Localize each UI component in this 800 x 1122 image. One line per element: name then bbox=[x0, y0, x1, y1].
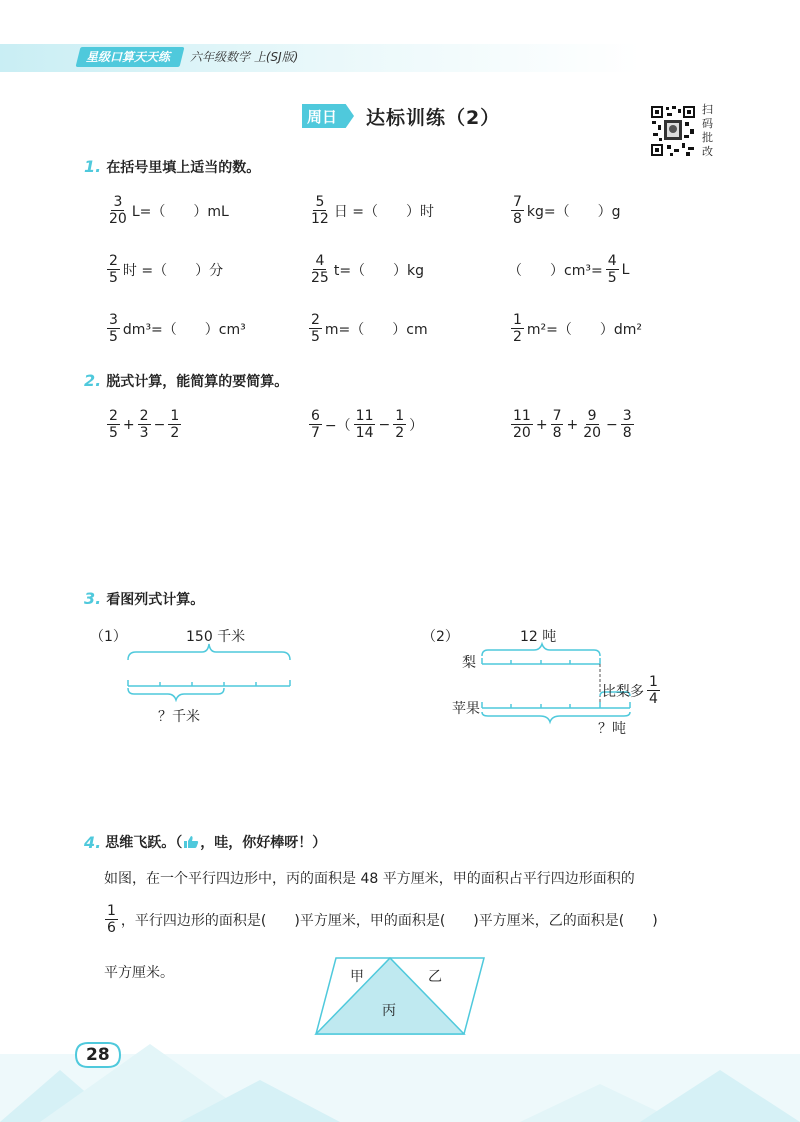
q1-r3-a: $\frac{3}{5}$ dm³=（ ）cm³ bbox=[109, 312, 246, 345]
q2-number: 2. bbox=[84, 371, 102, 390]
q2-heading bbox=[84, 371, 288, 391]
q3-part2-label: （2） bbox=[422, 629, 459, 645]
q3-part2-top-label: 12 吨 bbox=[520, 629, 557, 645]
q3-pear-label: 梨 bbox=[462, 655, 476, 671]
q4-line-1: 如图，在一个平行四边形中，丙的面积是 48 平方厘米，甲的面积占平行四边形面积的 bbox=[104, 871, 635, 887]
q4-praise: ，哇，你好棒呀！） bbox=[200, 835, 327, 851]
q1-text: 在括号里填上适当的数。 bbox=[106, 160, 261, 176]
q3-text: 看图列式计算。 bbox=[106, 592, 205, 608]
qr-code-icon[interactable] bbox=[650, 105, 696, 157]
q2-text: 脱式计算，能简算的要简算。 bbox=[106, 374, 289, 390]
q3-part1-diagram bbox=[124, 640, 294, 702]
q3-more-label: 比梨多 $\frac{1}{4}$ bbox=[602, 674, 658, 707]
fraction: $\frac{1}{6}$ bbox=[107, 903, 116, 936]
q1-heading bbox=[84, 157, 260, 177]
fraction: $\frac{5}{12}$ bbox=[311, 194, 329, 227]
qr-caption: 扫码批改 bbox=[702, 103, 713, 158]
q3-heading bbox=[84, 589, 204, 609]
region-jia: 甲 bbox=[350, 969, 364, 985]
fraction: $\frac{4}{5}$ bbox=[607, 253, 617, 286]
q1-r1-b: $\frac{5}{12}$ 日 =（ ）时 bbox=[311, 194, 435, 227]
page-number: 28 bbox=[86, 1045, 110, 1065]
q3-part1-bottom-label: ？千米 bbox=[158, 709, 200, 725]
q1-r3-c: $\frac{1}{2}$ m²=（ ）dm² bbox=[513, 312, 643, 345]
q1-r2-b: $\frac{4}{25}$ t=（ ）kg bbox=[311, 253, 425, 286]
q3-part1-top-label: 150 千米 bbox=[186, 629, 246, 645]
q3-apple-label: 苹果 bbox=[452, 701, 480, 717]
q1-r1-c: $\frac{7}{8}$ kg=（ ）g bbox=[513, 194, 621, 227]
fraction: $\frac{4}{25}$ bbox=[311, 253, 329, 286]
q2-expr-2: $\frac{6}{7}$ −（ $\frac{11}{14}$ − $\frac{1}{2}$ ） bbox=[311, 408, 424, 441]
page-title: 达标训练（2） bbox=[366, 107, 501, 129]
q4-text: 思维飞跃。（ bbox=[105, 835, 183, 851]
q1-r2-c: （ ）cm³= $\frac{4}{5}$ L bbox=[508, 253, 630, 286]
fraction: $\frac{1}{2}$ bbox=[513, 312, 522, 345]
q3-part2-bottom-label: ？吨 bbox=[598, 721, 626, 737]
thumbs-up-icon bbox=[183, 835, 199, 849]
q3-part1-label: （1） bbox=[90, 629, 127, 645]
q4-line-2: $\frac{1}{6}$ ，平行四边形的面积是( )平方厘米，甲的面积是( )平方厘米，乙的面积是( ) bbox=[107, 903, 658, 936]
q4-number: 4. bbox=[84, 832, 102, 852]
q1-r2-a: $\frac{2}{5}$ 时 =（ ）分 bbox=[109, 253, 224, 286]
fraction: $\frac{3}{5}$ bbox=[109, 312, 118, 345]
q3-number: 3. bbox=[84, 589, 102, 608]
q2-expr-3: $\frac{11}{20}$ + $\frac{7}{8}$ + $\frac{9}{20}$ − $\frac{3}{8}$ bbox=[513, 408, 632, 441]
q1-r3-b: $\frac{2}{5}$ m=（ ）cm bbox=[311, 312, 428, 345]
q2-expr-1: $\frac{2}{5}$ + $\frac{2}{3}$ − $\frac{1}{2}$ bbox=[109, 408, 180, 441]
fraction: $\frac{7}{8}$ bbox=[513, 194, 522, 227]
region-bing: 丙 bbox=[382, 1003, 396, 1019]
fraction: $\frac{2}{5}$ bbox=[311, 312, 320, 345]
q4-line-3: 平方厘米。 bbox=[104, 965, 174, 981]
fraction: $\frac{2}{5}$ bbox=[109, 253, 118, 286]
book-subtitle: 六年级数学 上(SJ版) bbox=[190, 50, 299, 64]
q1-r1-a: $\frac{3}{20}$ L=（ ）mL bbox=[109, 194, 229, 227]
parallelogram-figure bbox=[312, 954, 488, 1038]
q1-number: 1. bbox=[84, 157, 102, 176]
region-yi: 乙 bbox=[428, 969, 442, 985]
day-label: 周日 bbox=[307, 108, 338, 126]
fraction: $\frac{1}{4}$ bbox=[649, 674, 658, 707]
fraction: $\frac{3}{20}$ bbox=[109, 194, 127, 227]
series-name: 星级口算天天练 bbox=[86, 50, 171, 64]
q4-heading bbox=[84, 832, 326, 852]
